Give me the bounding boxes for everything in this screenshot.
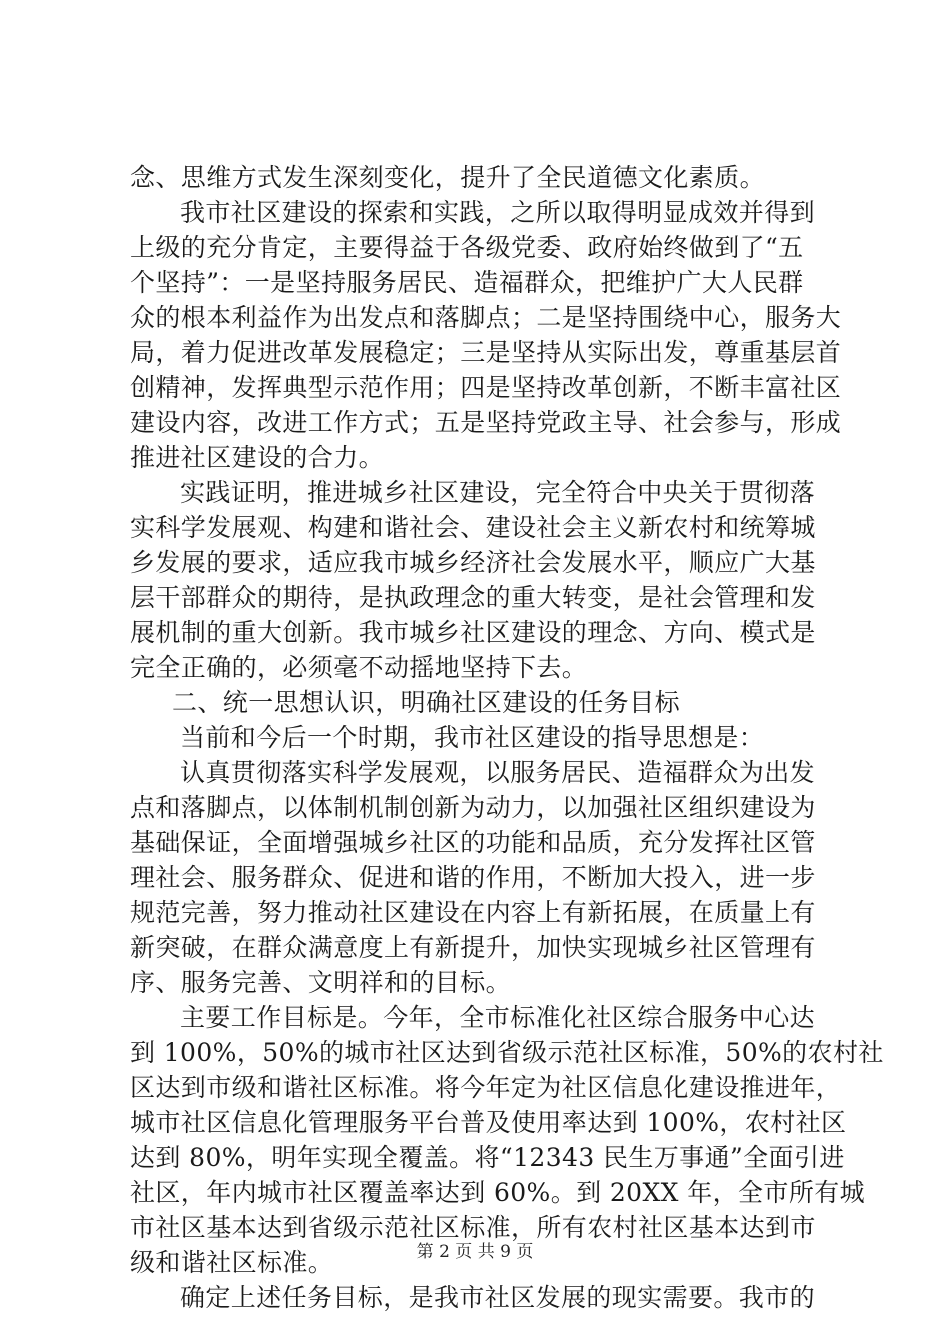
text-line: 规范完善，努力推动社区建设在内容上有新拓展，在质量上有 (130, 898, 816, 927)
text-line: 推进社区建设的合力。 (130, 443, 385, 472)
text-line: 主要工作目标是。今年，全市标准化社区综合服务中心达 (180, 1003, 816, 1032)
text-line: 实践证明，推进城乡社区建设，完全符合中央关于贯彻落 (180, 478, 816, 507)
section-heading: 二、统一思想认识，明确社区建设的任务目标 (172, 688, 681, 717)
text-line: 局，着力促进改革发展稳定；三是坚持从实际出发，尊重基层首 (130, 338, 842, 367)
text-line: 展机制的重大创新。我市城乡社区建设的理念、方向、模式是 (130, 618, 816, 647)
text-line: 当前和今后一个时期，我市社区建设的指导思想是： (180, 723, 765, 752)
text-line: 众的根本利益作为出发点和落脚点；二是坚持围绕中心，服务大 (130, 303, 842, 332)
page-footer (0, 1241, 950, 1263)
text-line: 乡发展的要求，适应我市城乡经济社会发展水平，顺应广大基 (130, 548, 816, 577)
text-line: 城市社区信息化管理服务平台普及使用率达到 100%，农村社区 (130, 1108, 847, 1137)
text-line: 完全正确的，必须毫不动摇地坚持下去。 (130, 653, 588, 682)
text-line: 认真贯彻落实科学发展观，以服务居民、造福群众为出发 (180, 758, 816, 787)
text-line: 创精神，发挥典型示范作用；四是坚持改革创新，不断丰富社区 (130, 373, 842, 402)
text-line: 个坚持”：一是坚持服务居民、造福群众，把维护广大人民群 (130, 268, 804, 297)
text-line: 上级的充分肯定，主要得益于各级党委、政府始终做到了“五 (130, 233, 804, 262)
text-line: 基础保证，全面增强城乡社区的功能和品质，充分发挥社区管 (130, 828, 816, 857)
text-line: 层干部群众的期待，是执政理念的重大转变，是社会管理和发 (130, 583, 816, 612)
text-line: 确定上述任务目标，是我市社区发展的现实需要。我市的 (180, 1283, 816, 1312)
text-line: 新突破，在群众满意度上有新提升，加快实现城乡社区管理有 (130, 933, 816, 962)
text-line: 点和落脚点，以体制机制创新为动力，以加强社区组织建设为 (130, 793, 816, 822)
text-line: 区达到市级和谐社区标准。将今年定为社区信息化建设推进年， (130, 1073, 842, 1102)
text-line: 理社会、服务群众、促进和谐的作用，不断加大投入，进一步 (130, 863, 816, 892)
text-line: 级和谐社区标准。 (130, 1248, 334, 1277)
text-line: 我市社区建设的探索和实践，之所以取得明显成效并得到 (180, 198, 816, 227)
page-number: 第 2 页 共 9 页 (416, 1242, 534, 1262)
text-line: 念、思维方式发生深刻变化，提升了全民道德文化素质。 (130, 163, 766, 192)
document-body (130, 160, 884, 1315)
text-line: 达到 80%，明年实现全覆盖。将“12343 民生万事通”全面引进 (130, 1143, 845, 1172)
text-line: 建设内容，改进工作方式；五是坚持党政主导、社会参与，形成 (130, 408, 842, 437)
text-line: 社区，年内城市社区覆盖率达到 60%。到 20XX 年，全市所有城 (130, 1178, 866, 1207)
text-line: 到 100%，50%的城市社区达到省级示范社区标准，50%的农村社 (130, 1038, 884, 1067)
text-line: 序、服务完善、文明祥和的目标。 (130, 968, 512, 997)
text-line: 实科学发展观、构建和谐社会、建设社会主义新农村和统筹城 (130, 513, 816, 542)
text-line: 市社区基本达到省级示范社区标准，所有农村社区基本达到市 (130, 1213, 816, 1242)
